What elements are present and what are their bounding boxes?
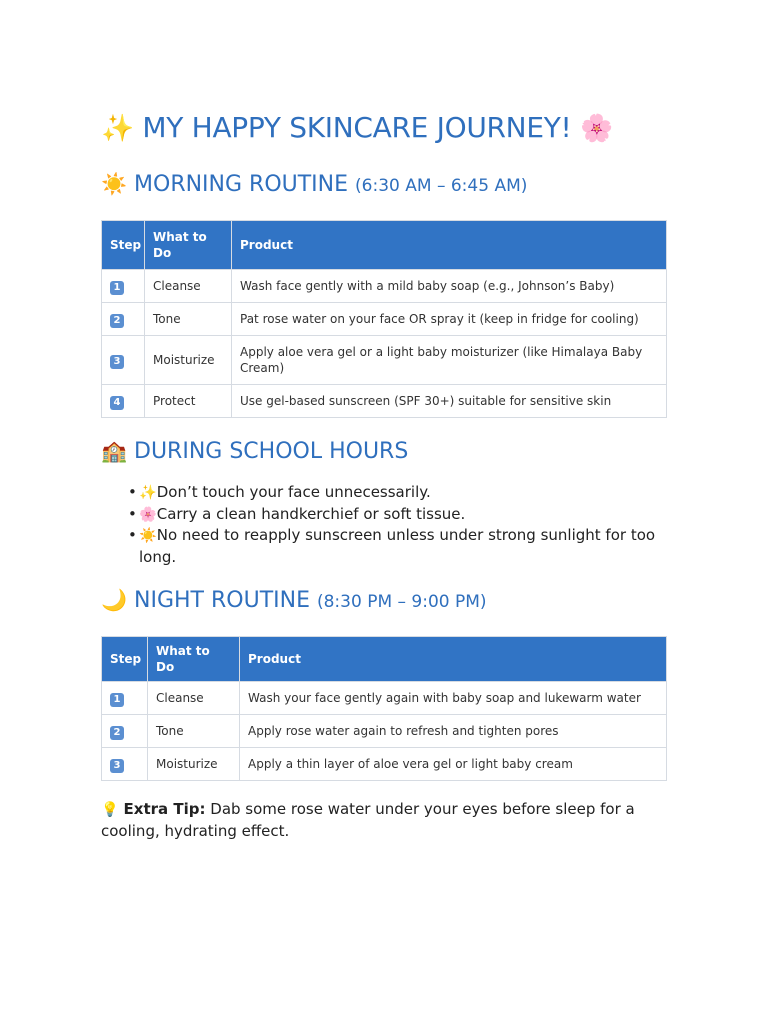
table-row <box>102 303 667 336</box>
product-cell: Apply aloe vera gel or a light baby moisturizer (like Himalaya Baby Cream) <box>232 336 667 385</box>
header-what: What to Do <box>145 221 232 270</box>
step-cell <box>102 303 145 336</box>
morning-table <box>101 220 667 418</box>
cherry-blossom-icon: 🌸 <box>139 506 157 523</box>
header-product: Product <box>240 637 667 682</box>
list-item-text: Carry a clean handkerchief or soft tissue. <box>156 504 466 523</box>
what-cell: Tone <box>148 715 240 748</box>
step-number-badge: 1 <box>110 281 124 295</box>
step-number-badge: 2 <box>110 314 124 328</box>
product-cell: Wash face gently with a mild baby soap (e.g., Johnson’s Baby) <box>232 270 667 303</box>
step-cell <box>102 748 148 781</box>
table-row <box>102 715 667 748</box>
page-title <box>101 108 667 149</box>
extra-tip <box>101 799 667 841</box>
morning-heading <box>101 169 667 201</box>
night-time: (8:30 PM – 9:00 PM) <box>316 592 487 612</box>
header-step: Step <box>102 637 148 682</box>
document-content <box>101 108 667 841</box>
step-number-badge: 4 <box>110 396 124 410</box>
light-bulb-icon: 💡 <box>101 802 119 818</box>
sparkles-icon: ✨ <box>101 113 134 144</box>
header-step: Step <box>102 221 145 270</box>
night-table <box>101 636 667 781</box>
header-what: What to Do <box>148 637 240 682</box>
product-cell: Pat rose water on your face OR spray it (keep in fridge for cooling) <box>232 303 667 336</box>
night-heading-text: NIGHT ROUTINE <box>134 588 310 613</box>
school-tips-list <box>101 482 667 567</box>
extra-tip-text: Dab some rose water under your eyes before sleep for a cooling, hydrating effect. <box>101 800 635 840</box>
step-number-badge: 3 <box>110 355 124 369</box>
step-number-badge: 3 <box>110 759 124 773</box>
list-item <box>101 504 667 526</box>
step-number-badge: 2 <box>110 726 124 740</box>
list-item <box>101 482 667 504</box>
product-cell: Apply a thin layer of aloe vera gel or light baby cream <box>240 748 667 781</box>
step-cell <box>102 270 145 303</box>
cherry-blossom-icon: 🌸 <box>580 113 613 144</box>
step-cell <box>102 336 145 385</box>
table-row <box>102 748 667 781</box>
step-number-badge: 1 <box>110 693 124 707</box>
step-cell <box>102 715 148 748</box>
sun-icon: ☀️ <box>139 528 157 544</box>
night-table-header <box>102 637 667 682</box>
what-cell: Protect <box>145 385 232 418</box>
header-product: Product <box>232 221 667 270</box>
crescent-moon-icon: 🌙 <box>101 588 128 612</box>
table-row <box>102 682 667 715</box>
product-cell: Use gel-based sunscreen (SPF 30+) suitable for sensitive skin <box>232 385 667 418</box>
list-item-text: Don’t touch your face unnecessarily. <box>156 483 431 501</box>
table-row <box>102 336 667 385</box>
what-cell: Moisturize <box>148 748 240 781</box>
step-cell <box>102 385 145 418</box>
night-heading <box>101 585 667 617</box>
what-cell: Tone <box>145 303 232 336</box>
product-cell: Apply rose water again to refresh and tighten pores <box>240 715 667 748</box>
morning-heading-text: MORNING ROUTINE <box>134 172 349 197</box>
sun-icon: ☀️ <box>101 172 128 196</box>
sparkles-icon: ✨ <box>139 485 157 501</box>
step-cell <box>102 682 148 715</box>
list-item <box>101 525 667 567</box>
what-cell: Cleanse <box>145 270 232 303</box>
morning-time: (6:30 AM – 6:45 AM) <box>355 176 528 196</box>
bullet-icon: • <box>128 504 137 523</box>
table-row <box>102 270 667 303</box>
bullet-icon: • <box>128 483 137 501</box>
school-heading-text: DURING SCHOOL HOURS <box>134 439 409 464</box>
what-cell: Cleanse <box>148 682 240 715</box>
extra-tip-label: Extra Tip: <box>123 800 206 818</box>
school-heading <box>101 436 667 467</box>
page-title-text: MY HAPPY SKINCARE JOURNEY! <box>142 111 572 144</box>
product-cell: Wash your face gently again with baby soap and lukewarm water <box>240 682 667 715</box>
list-item-text: No need to reapply sunscreen unless under strong sunlight for too long. <box>139 526 656 566</box>
school-icon: 🏫 <box>101 439 128 463</box>
morning-table-header <box>102 221 667 270</box>
table-row <box>102 385 667 418</box>
what-cell: Moisturize <box>145 336 232 385</box>
bullet-icon: • <box>128 526 137 544</box>
